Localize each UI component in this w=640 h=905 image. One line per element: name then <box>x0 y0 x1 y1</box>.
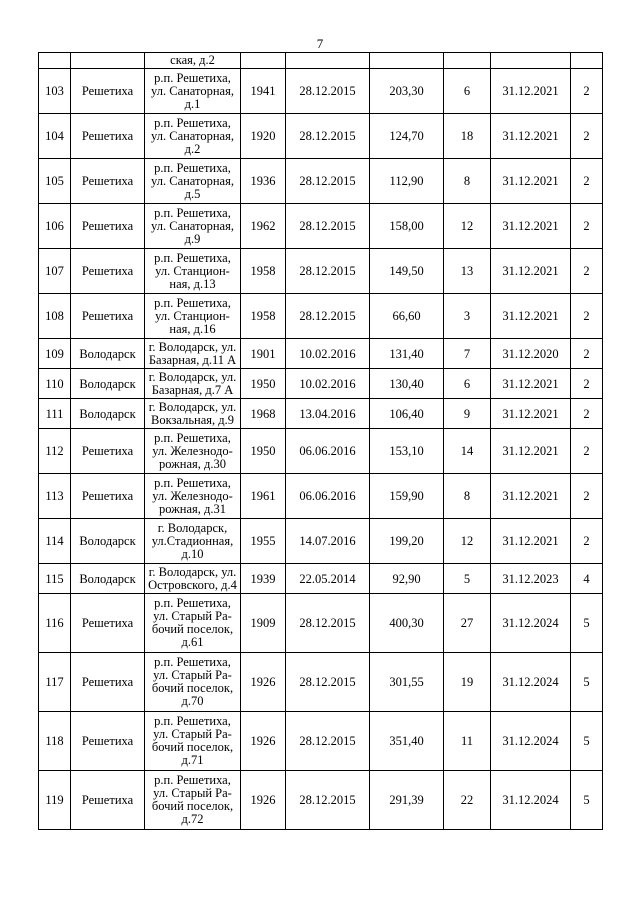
cell-area: 400,30 <box>370 594 444 653</box>
address-line: бочий поселок, <box>151 622 234 636</box>
cell-year: 1950 <box>241 369 286 399</box>
cell-count: 6 <box>444 369 491 399</box>
cell-locality: Решетиха <box>71 474 145 519</box>
cell-locality: Решетиха <box>71 249 145 294</box>
cell-address <box>145 159 241 204</box>
address-line: ул. Санаторная, <box>151 128 234 143</box>
cell-stage: 4 <box>571 564 603 594</box>
cell-date: 28.12.2015 <box>286 771 370 830</box>
cell-address <box>145 771 241 830</box>
cell-date <box>286 53 370 69</box>
cell-count: 5 <box>444 564 491 594</box>
cell-num: 106 <box>39 204 71 249</box>
page-number: 7 <box>316 36 324 51</box>
cell-locality <box>71 53 145 69</box>
cell-year: 1936 <box>241 159 286 204</box>
cell-count: 14 <box>444 429 491 474</box>
address-line: Островского, д.4 <box>148 577 237 592</box>
cell-locality: Володарск <box>71 339 145 369</box>
address-line: р.п. Решетиха, <box>154 160 231 175</box>
cell-num: 110 <box>39 369 71 399</box>
address-line: Базарная, д.11 А <box>148 352 237 367</box>
cell-count: 12 <box>444 519 491 564</box>
address-line: ул. Железнодо- <box>152 488 233 503</box>
cell-date: 28.12.2015 <box>286 204 370 249</box>
cell-date: 28.12.2015 <box>286 159 370 204</box>
cell-locality: Володарск <box>71 519 145 564</box>
cell-num: 118 <box>39 712 71 771</box>
cell-deadline: 31.12.2021 <box>491 249 571 294</box>
cell-area: 203,30 <box>370 69 444 114</box>
cell-num: 116 <box>39 594 71 653</box>
cell-stage: 2 <box>571 114 603 159</box>
cell-count: 18 <box>444 114 491 159</box>
address-line: ул. Старый Ра- <box>153 786 232 800</box>
cell-stage: 2 <box>571 204 603 249</box>
table-row <box>39 771 603 830</box>
cell-count <box>444 53 491 69</box>
cell-year: 1901 <box>241 339 286 369</box>
address-line: ул. Санаторная, <box>151 173 234 188</box>
cell-stage: 2 <box>571 294 603 339</box>
address-line: р.п. Решетиха, <box>154 430 231 445</box>
cell-date: 14.07.2016 <box>286 519 370 564</box>
address-line: рожная, д.31 <box>158 501 227 516</box>
table-row <box>39 159 603 204</box>
cell-year: 1909 <box>241 594 286 653</box>
cell-count: 3 <box>444 294 491 339</box>
table-row <box>39 369 603 399</box>
cell-date: 06.06.2016 <box>286 429 370 474</box>
address-line: р.п. Решетиха, <box>154 596 231 610</box>
cell-deadline: 31.12.2024 <box>491 653 571 712</box>
cell-deadline: 31.12.2021 <box>491 159 571 204</box>
cell-deadline: 31.12.2021 <box>491 369 571 399</box>
cell-count: 12 <box>444 204 491 249</box>
address-line: ул. Станцион- <box>155 308 230 323</box>
address-line: ул. Санаторная, <box>151 83 234 98</box>
cell-year: 1950 <box>241 429 286 474</box>
cell-num: 105 <box>39 159 71 204</box>
table-row <box>39 69 603 114</box>
cell-date: 28.12.2015 <box>286 594 370 653</box>
address-line: ул. Старый Ра- <box>153 727 232 741</box>
cell-locality: Решетиха <box>71 294 145 339</box>
address-line: рожная, д.30 <box>158 456 227 471</box>
table-row <box>39 474 603 519</box>
cell-num: 111 <box>39 399 71 429</box>
cell-area: 66,60 <box>370 294 444 339</box>
cell-deadline: 31.12.2021 <box>491 204 571 249</box>
cell-deadline: 31.12.2021 <box>491 114 571 159</box>
cell-count: 19 <box>444 653 491 712</box>
address-line: р.п. Решетиха, <box>154 250 231 265</box>
cell-count: 27 <box>444 594 491 653</box>
cell-date: 28.12.2015 <box>286 294 370 339</box>
address-line: р.п. Решетиха, <box>154 295 231 310</box>
table-row <box>39 564 603 594</box>
cell-year: 1955 <box>241 519 286 564</box>
cell-address <box>145 653 241 712</box>
cell-date: 28.12.2015 <box>286 114 370 159</box>
cell-locality: Решетиха <box>71 429 145 474</box>
cell-address <box>145 294 241 339</box>
cell-count: 8 <box>444 159 491 204</box>
cell-year: 1926 <box>241 712 286 771</box>
cell-num: 107 <box>39 249 71 294</box>
address-line: ул. Старый Ра- <box>153 609 232 623</box>
cell-stage: 2 <box>571 429 603 474</box>
address-line: д.70 <box>181 694 204 708</box>
cell-area: 131,40 <box>370 339 444 369</box>
cell-address <box>145 399 241 429</box>
address-line: бочий поселок, <box>151 681 234 695</box>
cell-address <box>145 249 241 294</box>
address-line: ул. Санаторная, <box>151 218 234 233</box>
cell-area: 112,90 <box>370 159 444 204</box>
cell-area: 159,90 <box>370 474 444 519</box>
cell-num: 115 <box>39 564 71 594</box>
address-line: Базарная, д.7 А <box>151 382 234 397</box>
cell-year: 1920 <box>241 114 286 159</box>
cell-area: 351,40 <box>370 712 444 771</box>
address-line: р.п. Решетиха, <box>154 773 231 787</box>
cell-stage: 2 <box>571 159 603 204</box>
table-row-continuation <box>39 53 603 69</box>
cell-locality: Решетиха <box>71 204 145 249</box>
address-line: р.п. Решетиха, <box>154 655 231 669</box>
cell-address <box>145 114 241 159</box>
cell-date: 10.02.2016 <box>286 369 370 399</box>
cell-locality: Решетиха <box>71 69 145 114</box>
cell-address <box>145 594 241 653</box>
cell-address <box>145 369 241 399</box>
address-line: д.2 <box>184 141 201 156</box>
cell-locality: Решетиха <box>71 771 145 830</box>
cell-count: 8 <box>444 474 491 519</box>
cell-address <box>145 519 241 564</box>
cell-area: 199,20 <box>370 519 444 564</box>
cell-stage: 5 <box>571 771 603 830</box>
address-line: г. Володарск, ул. <box>148 339 237 354</box>
cell-year: 1939 <box>241 564 286 594</box>
address-line: г. Володарск, <box>157 520 228 535</box>
cell-area: 106,40 <box>370 399 444 429</box>
cell-locality: Решетиха <box>71 653 145 712</box>
cell-address: ская, д.2 <box>145 53 241 69</box>
cell-deadline: 31.12.2024 <box>491 712 571 771</box>
table-row <box>39 249 603 294</box>
cell-year: 1962 <box>241 204 286 249</box>
address-line: бочий поселок, <box>151 740 234 754</box>
cell-address <box>145 339 241 369</box>
cell-date: 28.12.2015 <box>286 712 370 771</box>
address-line: Вокзальная, д.9 <box>150 412 234 427</box>
address-line: р.п. Решетиха, <box>154 475 231 490</box>
table-row <box>39 339 603 369</box>
cell-count: 11 <box>444 712 491 771</box>
housing-table <box>38 52 603 830</box>
cell-locality: Решетиха <box>71 114 145 159</box>
cell-num: 114 <box>39 519 71 564</box>
cell-stage: 2 <box>571 474 603 519</box>
cell-year: 1926 <box>241 653 286 712</box>
cell-stage: 2 <box>571 519 603 564</box>
cell-count: 13 <box>444 249 491 294</box>
cell-locality: Володарск <box>71 369 145 399</box>
table-row <box>39 712 603 771</box>
cell-count: 9 <box>444 399 491 429</box>
cell-area: 124,70 <box>370 114 444 159</box>
cell-stage: 2 <box>571 399 603 429</box>
cell-area: 291,39 <box>370 771 444 830</box>
cell-stage: 5 <box>571 653 603 712</box>
cell-stage: 5 <box>571 594 603 653</box>
cell-date: 22.05.2014 <box>286 564 370 594</box>
address-line: д.71 <box>181 753 204 767</box>
address-line: д.72 <box>181 812 204 826</box>
cell-locality: Решетиха <box>71 712 145 771</box>
table-row <box>39 519 603 564</box>
address-line: ул. Железнодо- <box>152 443 233 458</box>
cell-stage: 2 <box>571 69 603 114</box>
table-row <box>39 594 603 653</box>
address-line: ул.Стадионная, <box>151 533 234 548</box>
address-line: г. Володарск, ул. <box>148 564 237 579</box>
address-line: д.61 <box>181 635 204 649</box>
cell-date: 28.12.2015 <box>286 69 370 114</box>
cell-area: 149,50 <box>370 249 444 294</box>
address-line: р.п. Решетиха, <box>154 205 231 220</box>
address-line: г. Володарск, ул. <box>148 399 237 414</box>
cell-year: 1958 <box>241 294 286 339</box>
cell-date: 10.02.2016 <box>286 339 370 369</box>
table-row <box>39 294 603 339</box>
cell-address <box>145 204 241 249</box>
cell-stage: 2 <box>571 249 603 294</box>
address-line: д.10 <box>181 546 204 561</box>
cell-year: 1961 <box>241 474 286 519</box>
cell-year <box>241 53 286 69</box>
cell-date: 06.06.2016 <box>286 474 370 519</box>
cell-count: 22 <box>444 771 491 830</box>
address-line: ул. Старый Ра- <box>153 668 232 682</box>
cell-stage: 5 <box>571 712 603 771</box>
cell-stage <box>571 53 603 69</box>
cell-locality: Володарск <box>71 564 145 594</box>
cell-deadline: 31.12.2024 <box>491 594 571 653</box>
cell-deadline: 31.12.2020 <box>491 339 571 369</box>
cell-area: 301,55 <box>370 653 444 712</box>
cell-date: 28.12.2015 <box>286 249 370 294</box>
cell-year: 1941 <box>241 69 286 114</box>
cell-count: 6 <box>444 69 491 114</box>
cell-locality: Решетиха <box>71 159 145 204</box>
cell-locality: Решетиха <box>71 594 145 653</box>
table-row <box>39 653 603 712</box>
cell-deadline: 31.12.2021 <box>491 474 571 519</box>
cell-address <box>145 712 241 771</box>
cell-deadline: 31.12.2024 <box>491 771 571 830</box>
cell-num: 109 <box>39 339 71 369</box>
cell-num: 119 <box>39 771 71 830</box>
cell-num <box>39 53 71 69</box>
table-row <box>39 204 603 249</box>
table-row <box>39 429 603 474</box>
cell-address <box>145 429 241 474</box>
cell-deadline: 31.12.2021 <box>491 429 571 474</box>
address-line: бочий поселок, <box>151 799 234 813</box>
address-line: р.п. Решетиха, <box>154 70 231 85</box>
table-row <box>39 114 603 159</box>
cell-address <box>145 474 241 519</box>
cell-deadline: 31.12.2021 <box>491 69 571 114</box>
address-line: д.9 <box>184 231 201 246</box>
cell-num: 108 <box>39 294 71 339</box>
address-line: г. Володарск, ул. <box>148 369 237 384</box>
cell-num: 112 <box>39 429 71 474</box>
cell-locality: Володарск <box>71 399 145 429</box>
cell-num: 103 <box>39 69 71 114</box>
cell-num: 113 <box>39 474 71 519</box>
cell-date: 28.12.2015 <box>286 653 370 712</box>
address-line: ная, д.16 <box>169 321 216 336</box>
cell-area: 130,40 <box>370 369 444 399</box>
cell-stage: 2 <box>571 339 603 369</box>
cell-area: 153,10 <box>370 429 444 474</box>
cell-year: 1958 <box>241 249 286 294</box>
cell-deadline: 31.12.2021 <box>491 294 571 339</box>
cell-deadline: 31.12.2023 <box>491 564 571 594</box>
cell-num: 104 <box>39 114 71 159</box>
address-line: ул. Станцион- <box>155 263 230 278</box>
cell-deadline: 31.12.2021 <box>491 519 571 564</box>
cell-count: 7 <box>444 339 491 369</box>
address-line: р.п. Решетиха, <box>154 714 231 728</box>
cell-deadline: 31.12.2021 <box>491 399 571 429</box>
table-row <box>39 399 603 429</box>
cell-date: 13.04.2016 <box>286 399 370 429</box>
cell-stage: 2 <box>571 369 603 399</box>
address-line: ная, д.13 <box>169 276 216 291</box>
address-line: р.п. Решетиха, <box>154 115 231 130</box>
cell-deadline <box>491 53 571 69</box>
cell-address <box>145 564 241 594</box>
address-line: д.1 <box>184 96 201 111</box>
cell-year: 1968 <box>241 399 286 429</box>
cell-year: 1926 <box>241 771 286 830</box>
cell-area: 92,90 <box>370 564 444 594</box>
cell-num: 117 <box>39 653 71 712</box>
cell-area: 158,00 <box>370 204 444 249</box>
cell-area <box>370 53 444 69</box>
address-line: д.5 <box>184 186 201 201</box>
cell-address <box>145 69 241 114</box>
